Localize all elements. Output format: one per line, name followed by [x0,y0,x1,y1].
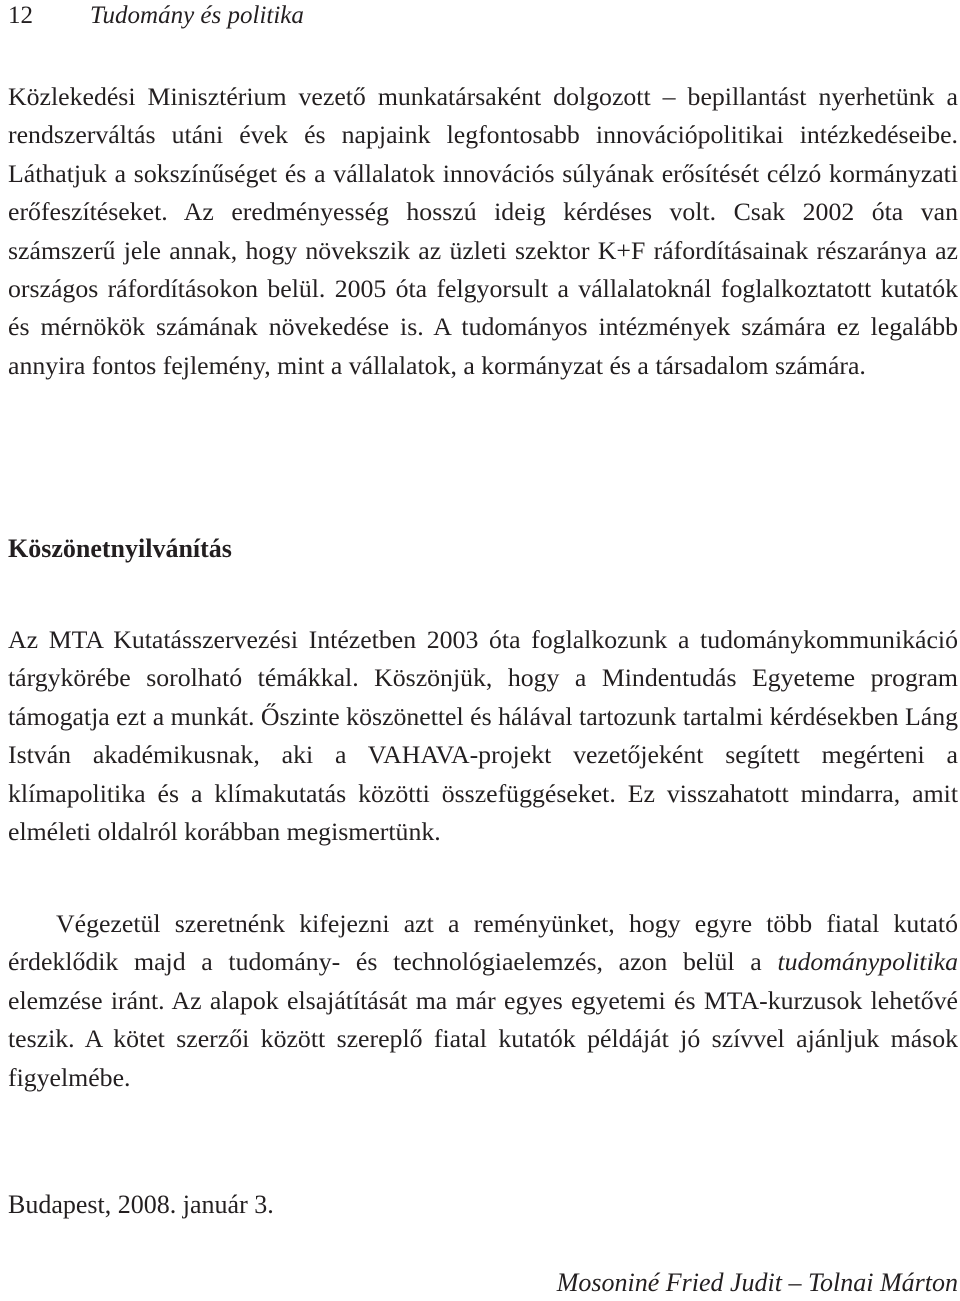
body-paragraph-2: Az MTA Kutatásszervezési Intézetben 2003 óta foglalkozunk a tudománykommunikáció tárgykörébe sorolható témákkal. Köszönjük, hogy a Mindentudás Egyeteme program támogatja ezt a munkát. Őszinte köszönettel és hálával tartozunk tartalmi kérdésekben Láng István akadémikusnak, aki a VAHAVA-projekt vezetőjeként segített megérteni a klímapolitika és a klímakutatás közötti összefüggéseket. Ez visszahatott mindarra, amit elméleti oldalról korábban megismertünk. [8,625,958,847]
paragraph-3-text-start: Végezetül szeretnénk kifejezni azt a reményünket, hogy egyre több fiatal kutató érdeklődik majd a tudomány- és technológiaelemzés, azon belül a [8,909,958,977]
running-title: Tudomány és politika [90,2,304,29]
running-head [8,0,304,32]
body-paragraph-1: Közlekedési Minisztérium vezető munkatársaként dolgozott – bepillantást nyerhetünk a rendszerváltás utáni évek és napjaink legfontosabb innovációpolitikai intézkedéseibe. Láthatjuk a sokszínűséget és a vállalatok innovációs súlyának erősítését célzó kormányzati erőfeszítéseket. Az eredményesség hosszú ideig kérdéses volt. Csak 2002 óta van számszerű jele annak, hogy növekszik az üzleti szektor K+F ráfordításainak részaránya az országos ráfordításokon belül. 2005 óta felgyorsult a vállalatoknál foglalkoztatott kutatók és mérnökök számának növekedése is. A tudományos intézmények számára ez legalább annyira fontos fejlemény, mint a vállalatok, a kormányzat és a társadalom számára. [8,82,958,380]
emphasized-term: tudománypolitika [777,947,958,977]
author-signature: Mosoniné Fried Judit – Tolnai Márton [556,1268,958,1297]
body-paragraph-3 [8,905,958,1097]
section-heading: Köszönetnyilvánítás [8,534,232,563]
page-number: 12 [8,2,33,29]
paragraph-3-text-end: elemzése iránt. Az alapok elsajátítását ma már egyes egyetemi és MTA-kurzusok lehetővé teszik. A kötet szerzői között szereplő fiatal kutatók példáját jó szívvel ajánljuk mások figyelmébe. [8,985,958,1092]
place-and-date: Budapest, 2008. január 3. [8,1190,274,1219]
